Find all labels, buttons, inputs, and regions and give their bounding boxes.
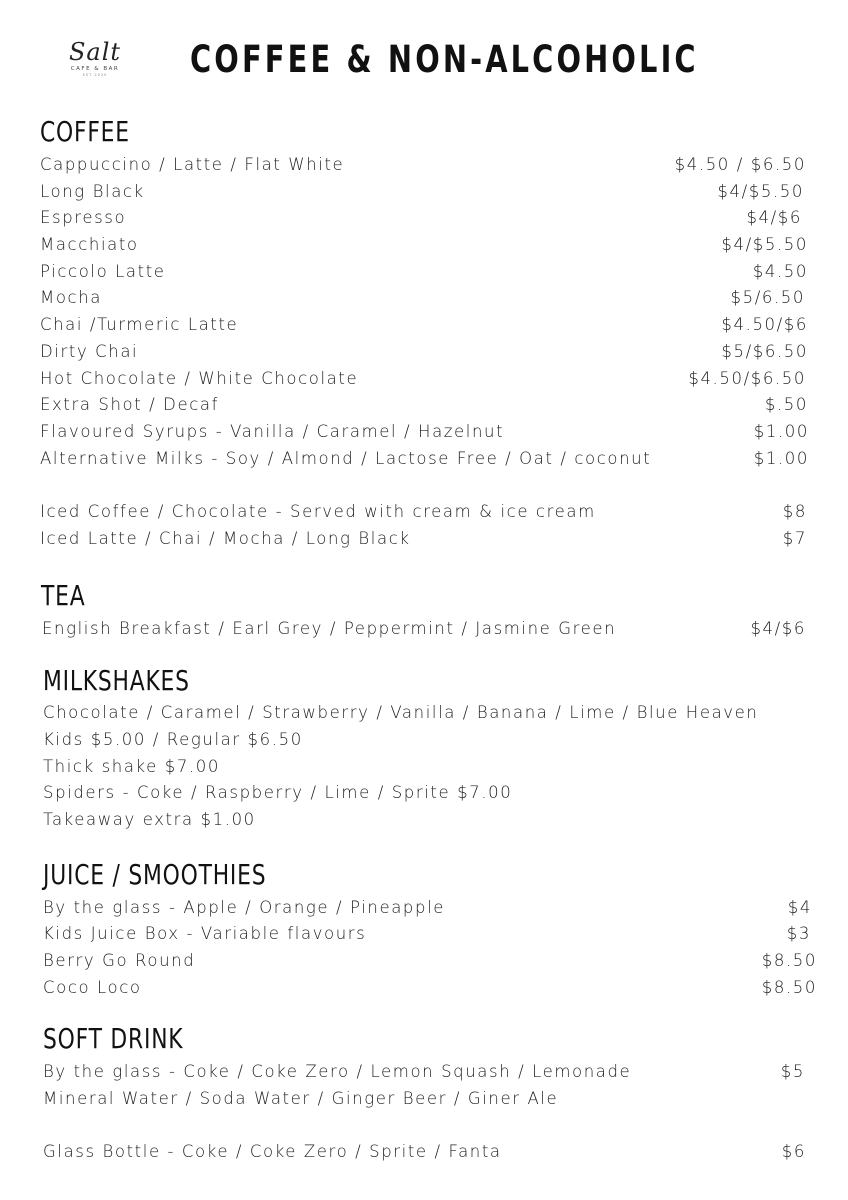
item-name: Coco Loco bbox=[43, 978, 142, 997]
menu-item bbox=[43, 1059, 805, 1085]
menu-item bbox=[43, 921, 811, 947]
item-name: Macchiato bbox=[40, 235, 139, 254]
page-title: COFFEE & NON-ALCOHOLIC bbox=[190, 38, 699, 81]
item-name: Long Black bbox=[40, 182, 145, 201]
item-name: Alternative Milks - Soy / Almond / Lactose Free / Oat / coconut bbox=[40, 449, 652, 468]
section-heading-milkshakes: MILKSHAKES bbox=[43, 664, 190, 697]
item-name: Berry Go Round bbox=[43, 951, 196, 970]
item-name: Mocha bbox=[40, 288, 102, 307]
item-name: Glass Bottle - Coke / Coke Zero / Sprite / Fanta bbox=[43, 1142, 502, 1161]
section-heading-soft-drink: SOFT DRINK bbox=[43, 1022, 184, 1055]
menu-item bbox=[43, 895, 812, 921]
menu-line bbox=[43, 700, 813, 726]
item-name: Hot Chocolate / White Chocolate bbox=[40, 369, 359, 388]
line-text: Spiders - Coke / Raspberry / Lime / Sprite $7.00 bbox=[43, 783, 513, 802]
menu-item bbox=[40, 339, 808, 365]
menu-item bbox=[43, 1139, 806, 1165]
menu-item bbox=[40, 312, 808, 338]
menu-line bbox=[43, 807, 813, 833]
section-heading-tea: TEA bbox=[41, 579, 86, 612]
item-name: Extra Shot / Decaf bbox=[40, 395, 219, 414]
item-name: Espresso bbox=[40, 208, 127, 227]
line-text: Kids $5.00 / Regular $6.50 bbox=[43, 730, 303, 749]
menu-item bbox=[40, 366, 806, 392]
item-price: $4/$6 bbox=[746, 208, 802, 227]
menu-item bbox=[40, 392, 808, 418]
menu-line bbox=[43, 727, 813, 753]
item-name: By the glass - Coke / Coke Zero / Lemon Squash / Lemonade bbox=[43, 1062, 632, 1081]
item-name: Kids Juice Box - Variable flavours bbox=[43, 924, 367, 943]
item-price: $6 bbox=[781, 1142, 806, 1161]
item-price: $4/$5.50 bbox=[717, 182, 804, 201]
menu-item bbox=[40, 205, 802, 231]
item-price: $4 bbox=[787, 898, 812, 917]
menu-item bbox=[40, 419, 809, 445]
logo-subtitle: CAFE & BAR bbox=[70, 66, 120, 72]
item-price: $5/6.50 bbox=[730, 288, 805, 307]
item-name: Chai /Turmeric Latte bbox=[40, 315, 239, 334]
item-name: Mineral Water / Soda Water / Ginger Beer / Giner Ale bbox=[43, 1089, 559, 1108]
menu-item bbox=[43, 1086, 805, 1112]
item-price: $8 bbox=[782, 502, 807, 521]
section-heading-juice: JUICE / SMOOTHIES bbox=[43, 858, 267, 891]
menu-item bbox=[40, 526, 807, 552]
item-price: $4.50 / $6.50 bbox=[674, 155, 806, 174]
item-name: Iced Latte / Chai / Mocha / Long Black bbox=[40, 529, 411, 548]
item-price: $1.00 bbox=[753, 449, 809, 468]
item-name: English Breakfast / Earl Grey / Peppermint / Jasmine Green bbox=[42, 619, 617, 638]
menu-item bbox=[40, 499, 807, 525]
item-price: $.50 bbox=[764, 395, 808, 414]
item-price: $7 bbox=[782, 529, 807, 548]
menu-item bbox=[43, 948, 817, 974]
logo-script-text: Salt bbox=[68, 38, 122, 66]
item-price: $4.50/$6 bbox=[721, 315, 808, 334]
item-price: $4.50 bbox=[752, 262, 808, 281]
menu-item bbox=[40, 285, 805, 311]
item-name: By the glass - Apple / Orange / Pineapple bbox=[43, 898, 446, 917]
item-name: Cappuccino / Latte / Flat White bbox=[40, 155, 345, 174]
menu-item bbox=[40, 259, 808, 285]
line-text: Thick shake $7.00 bbox=[43, 757, 220, 776]
menu-item bbox=[40, 232, 808, 258]
menu-item bbox=[42, 616, 806, 642]
item-price: $4/$6 bbox=[750, 619, 806, 638]
item-price: $8.50 bbox=[761, 951, 817, 970]
item-price: $8.50 bbox=[761, 978, 817, 997]
item-price: $5/$6.50 bbox=[721, 342, 808, 361]
item-price: $4/$5.50 bbox=[721, 235, 808, 254]
item-name: Flavoured Syrups - Vanilla / Caramel / Hazelnut bbox=[40, 422, 505, 441]
menu-line bbox=[43, 754, 813, 780]
item-price: $5 bbox=[780, 1062, 805, 1081]
line-text: Chocolate / Caramel / Strawberry / Vanilla / Banana / Lime / Blue Heaven bbox=[43, 703, 759, 722]
line-text: Takeaway extra $1.00 bbox=[43, 810, 256, 829]
logo-est: EST 2020 bbox=[82, 73, 108, 77]
item-name: Piccolo Latte bbox=[40, 262, 166, 281]
menu-item bbox=[40, 152, 806, 178]
item-price: $1.00 bbox=[753, 422, 809, 441]
item-name: Iced Coffee / Chocolate - Served with cream & ice cream bbox=[40, 502, 596, 521]
item-name: Dirty Chai bbox=[40, 342, 139, 361]
menu-item bbox=[40, 446, 809, 472]
menu-item bbox=[40, 179, 804, 205]
menu-item bbox=[43, 975, 817, 1001]
section-heading-coffee: COFFEE bbox=[40, 115, 130, 148]
cafe-logo bbox=[62, 40, 128, 77]
item-price: $4.50/$6.50 bbox=[688, 369, 806, 388]
menu-line bbox=[43, 780, 813, 806]
item-price: $3 bbox=[786, 924, 811, 943]
